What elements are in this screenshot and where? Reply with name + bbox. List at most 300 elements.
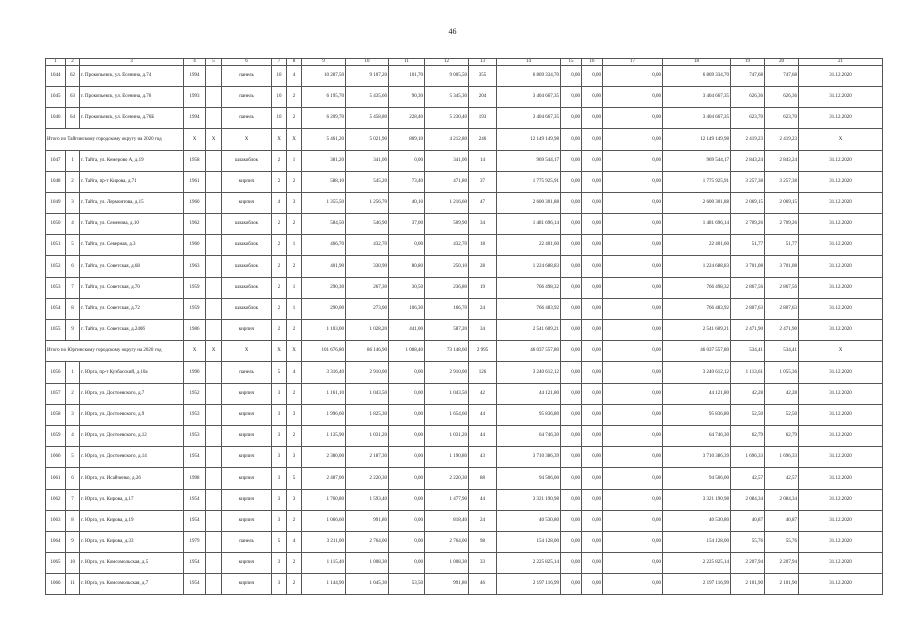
- table-cell: 0,00: [603, 425, 663, 446]
- table-cell: 809,10: [389, 129, 425, 150]
- table-cell: 1 775 925,91: [497, 171, 561, 192]
- table-cell: 204: [469, 86, 497, 107]
- table-cell: 273,00: [346, 298, 389, 319]
- table-cell: шлакоблок: [222, 235, 272, 256]
- table-cell: 3: [272, 425, 287, 446]
- total-label: Итого по Юргинскому городскому округу на 2020 год: [46, 341, 184, 362]
- address-cell: г. Тайга, ул. Кемерово А, д.19: [80, 150, 184, 171]
- table-cell: 2 910,00: [346, 362, 389, 383]
- table-cell: кирпич: [222, 320, 272, 341]
- table-cell: 0,00: [582, 256, 603, 277]
- table-cell: шлакоблок: [222, 277, 272, 298]
- table-cell: 44: [469, 425, 497, 446]
- table-cell: 1057: [46, 383, 66, 404]
- table-cell: 8: [66, 510, 80, 531]
- table-cell: 64 746,30: [663, 425, 731, 446]
- table-cell: 1953: [184, 425, 206, 446]
- table-cell: 0,00: [603, 383, 663, 404]
- table-row: [46, 150, 883, 171]
- table-cell: 11: [66, 574, 80, 595]
- address-cell: г. Прокопьевск, ул. Есенина, д.76Б: [80, 108, 184, 129]
- table-cell: 3: [287, 404, 302, 425]
- table-cell: 1 028,20: [346, 320, 389, 341]
- address-cell: г. Тайга, ул. Семенова, д.10: [80, 214, 184, 235]
- table-cell: X: [799, 129, 883, 150]
- table-cell: 3 710 386,39: [663, 447, 731, 468]
- table-cell: [206, 214, 222, 235]
- table-cell: 3 240 612,12: [497, 362, 561, 383]
- table-cell: 5 230,40: [425, 108, 469, 129]
- table-cell: 0,00: [561, 510, 582, 531]
- table-cell: 341,00: [346, 150, 389, 171]
- table-cell: 2: [272, 150, 287, 171]
- table-cell: 42,28: [765, 383, 799, 404]
- table-cell: 0,00: [603, 468, 663, 489]
- table-cell: 0,00: [582, 235, 603, 256]
- table-cell: 0,00: [582, 320, 603, 341]
- table-cell: [206, 171, 222, 192]
- table-cell: 33: [469, 553, 497, 574]
- table-cell: 0,00: [561, 256, 582, 277]
- table-cell: 42,28: [731, 383, 765, 404]
- column-number: 9: [302, 59, 346, 66]
- table-cell: [206, 298, 222, 319]
- table-cell: 0,00: [582, 362, 603, 383]
- table-cell: 3: [272, 553, 287, 574]
- table-cell: 747,68: [765, 65, 799, 86]
- table-cell: 0,00: [582, 553, 603, 574]
- table-cell: кирпич: [222, 171, 272, 192]
- address-cell: г. Юрга, ул. Достоевского, д.14: [80, 447, 184, 468]
- table-cell: 0,00: [561, 489, 582, 510]
- table-cell: 42: [469, 383, 497, 404]
- table-cell: 10: [272, 108, 287, 129]
- table-cell: 2: [287, 256, 302, 277]
- table-cell: 10: [272, 86, 287, 107]
- table-cell: 626,36: [731, 86, 765, 107]
- table-cell: 1 696,33: [731, 447, 765, 468]
- table-cell: 98: [469, 531, 497, 552]
- table-cell: 2 764,00: [425, 531, 469, 552]
- table-cell: 1 355,50: [302, 192, 346, 213]
- table-cell: 88: [469, 468, 497, 489]
- table-cell: 2 197 116,99: [497, 574, 561, 595]
- table-cell: 3: [272, 574, 287, 595]
- table-cell: 30,50: [389, 277, 425, 298]
- table-cell: 4 212,80: [425, 129, 469, 150]
- table-cell: 3: [287, 192, 302, 213]
- table-cell: 267,30: [346, 277, 389, 298]
- table-cell: 2: [287, 574, 302, 595]
- table-cell: 2 207,94: [765, 553, 799, 574]
- table-cell: 9: [66, 531, 80, 552]
- table-cell: 0,00: [603, 574, 663, 595]
- table-cell: 432,70: [425, 235, 469, 256]
- table-cell: 0,00: [561, 171, 582, 192]
- table-cell: 18: [469, 235, 497, 256]
- table-cell: [206, 362, 222, 383]
- table-cell: 0,00: [561, 277, 582, 298]
- table-cell: 2 807,63: [731, 298, 765, 319]
- table-cell: X: [799, 341, 883, 362]
- table-row: [46, 553, 883, 574]
- table-cell: кирпич: [222, 510, 272, 531]
- table-cell: кирпич: [222, 404, 272, 425]
- table-cell: 2 600 301,88: [497, 192, 561, 213]
- table-cell: 0,00: [603, 129, 663, 150]
- table-cell: 51,77: [731, 235, 765, 256]
- table-cell: 1 161,10: [302, 383, 346, 404]
- table-cell: 31.12.2020: [799, 489, 883, 510]
- table-cell: 0,00: [389, 425, 425, 446]
- table-cell: 1046: [46, 108, 66, 129]
- table-cell: 969 544,17: [497, 150, 561, 171]
- table-cell: панель: [222, 86, 272, 107]
- table-cell: 46: [469, 574, 497, 595]
- table-cell: 43: [469, 447, 497, 468]
- table-cell: 95 836,80: [497, 404, 561, 425]
- table-cell: 31.12.2020: [799, 468, 883, 489]
- table-cell: 1 043,50: [346, 383, 389, 404]
- table-row: [46, 531, 883, 552]
- table-cell: 1954: [184, 510, 206, 531]
- table-cell: шлакоблок: [222, 256, 272, 277]
- table-cell: 1 256,70: [346, 192, 389, 213]
- address-cell: г. Юрга, пр-т Кузбасский, д.10а: [80, 362, 184, 383]
- address-cell: г. Юрга, ул. Кирова, д.33: [80, 531, 184, 552]
- table-cell: 0,00: [389, 404, 425, 425]
- table-cell: 62,79: [765, 425, 799, 446]
- table-cell: 31.12.2020: [799, 150, 883, 171]
- table-cell: 31.12.2020: [799, 65, 883, 86]
- table-row: [46, 574, 883, 595]
- table-cell: 2 084,34: [731, 489, 765, 510]
- table-cell: 80,80: [389, 256, 425, 277]
- table-cell: 0,00: [582, 171, 603, 192]
- table-cell: 2: [287, 320, 302, 341]
- column-number: 20: [765, 59, 799, 66]
- table-cell: 1052: [46, 256, 66, 277]
- table-cell: 0,00: [603, 171, 663, 192]
- table-cell: 0,00: [603, 235, 663, 256]
- table-cell: 64: [66, 108, 80, 129]
- table-cell: 1979: [184, 531, 206, 552]
- table-cell: [206, 150, 222, 171]
- table-row: [46, 108, 883, 129]
- table-cell: 330,90: [346, 256, 389, 277]
- table-cell: 62: [66, 65, 80, 86]
- table-cell: 1062: [46, 489, 66, 510]
- table-cell: 90,30: [389, 86, 425, 107]
- table-cell: 626,36: [765, 86, 799, 107]
- table-cell: [206, 277, 222, 298]
- total-row: [46, 341, 883, 362]
- table-cell: 4: [66, 214, 80, 235]
- table-cell: 1063: [46, 510, 66, 531]
- table-cell: 1953: [184, 404, 206, 425]
- table-cell: 766 483,92: [663, 298, 731, 319]
- table-cell: 31.12.2020: [799, 553, 883, 574]
- table-cell: 31.12.2020: [799, 235, 883, 256]
- table-cell: 40 530,80: [497, 510, 561, 531]
- table-cell: 3 240 612,12: [663, 362, 731, 383]
- table-row: [46, 404, 883, 425]
- table-cell: 0,00: [582, 129, 603, 150]
- table-cell: 31.12.2020: [799, 298, 883, 319]
- table-cell: 250,10: [425, 256, 469, 277]
- table-cell: 1: [287, 150, 302, 171]
- table-cell: 0,00: [603, 298, 663, 319]
- table-cell: 1 115,40: [302, 553, 346, 574]
- table-cell: 991,80: [425, 574, 469, 595]
- column-number: 18: [663, 59, 731, 66]
- table-cell: 2 187,30: [346, 447, 389, 468]
- table-cell: [206, 320, 222, 341]
- table-cell: 3: [66, 192, 80, 213]
- table-cell: [206, 192, 222, 213]
- table-cell: [206, 235, 222, 256]
- column-number: 4: [184, 59, 206, 66]
- table-cell: X: [206, 129, 222, 150]
- table-cell: 1058: [46, 404, 66, 425]
- table-cell: 0,00: [603, 192, 663, 213]
- table-cell: 5 461,20: [302, 129, 346, 150]
- table-cell: 546,90: [346, 214, 389, 235]
- address-cell: г. Юрга, ул. Достоевского, д.12: [80, 425, 184, 446]
- table-cell: 766 498,32: [663, 277, 731, 298]
- table-cell: X: [272, 129, 287, 150]
- page-number: 46: [448, 27, 457, 36]
- table-cell: 355: [469, 65, 497, 86]
- table-cell: 3 710 386,39: [497, 447, 561, 468]
- table-cell: 101,70: [389, 65, 425, 86]
- column-number: 13: [469, 59, 497, 66]
- table-cell: 7: [66, 277, 80, 298]
- table-cell: 1065: [46, 553, 66, 574]
- table-cell: 5 435,60: [346, 86, 389, 107]
- table-cell: 1 144,90: [302, 574, 346, 595]
- table-cell: кирпич: [222, 383, 272, 404]
- table-cell: 42,57: [731, 468, 765, 489]
- table-cell: 2 220,30: [425, 468, 469, 489]
- table-cell: 5 021,90: [346, 129, 389, 150]
- table-cell: 0,00: [603, 553, 663, 574]
- table-cell: 3: [272, 383, 287, 404]
- column-number: 21: [799, 59, 883, 66]
- table-cell: 2 910,00: [425, 362, 469, 383]
- table-cell: 1960: [184, 192, 206, 213]
- table-cell: 2: [66, 171, 80, 192]
- table-cell: 0,00: [561, 404, 582, 425]
- table-cell: 0,00: [582, 277, 603, 298]
- table-cell: кирпич: [222, 192, 272, 213]
- table-row: [46, 510, 883, 531]
- table-cell: 2: [272, 298, 287, 319]
- address-cell: г. Юрга, ул. Достоевского, д.7: [80, 383, 184, 404]
- table-cell: 52,50: [765, 404, 799, 425]
- table-cell: 12 149 149,98: [497, 129, 561, 150]
- table-cell: 63: [66, 86, 80, 107]
- table-cell: 1 216,60: [425, 192, 469, 213]
- table-cell: 31.12.2020: [799, 510, 883, 531]
- table-cell: 44 121,80: [663, 383, 731, 404]
- table-cell: 1055: [46, 320, 66, 341]
- table-cell: 2 471,90: [731, 320, 765, 341]
- table-cell: 154 128,00: [663, 531, 731, 552]
- table-cell: 534,41: [765, 341, 799, 362]
- table-cell: [206, 425, 222, 446]
- table-cell: 0,00: [389, 553, 425, 574]
- table-cell: 0,00: [603, 86, 663, 107]
- table-cell: 46 037 557,80: [663, 341, 731, 362]
- table-cell: 2: [287, 214, 302, 235]
- table-cell: 24: [469, 298, 497, 319]
- table-cell: 0,00: [582, 383, 603, 404]
- table-cell: 47: [469, 192, 497, 213]
- address-cell: г. Юрга, ул. Комсомольская, д.7: [80, 574, 184, 595]
- table-cell: 73 148,60: [425, 341, 469, 362]
- table-cell: 10 287,50: [302, 65, 346, 86]
- table-cell: 3 321 190,98: [497, 489, 561, 510]
- table-cell: 5: [66, 235, 80, 256]
- table-cell: 246: [469, 129, 497, 150]
- table-cell: 106,30: [389, 298, 425, 319]
- table-cell: 1960: [184, 235, 206, 256]
- table-cell: 1: [66, 150, 80, 171]
- table-cell: кирпич: [222, 468, 272, 489]
- table-cell: 37: [469, 171, 497, 192]
- table-cell: 31.12.2020: [799, 320, 883, 341]
- table-cell: 2 101,90: [765, 574, 799, 595]
- table-cell: 0,00: [561, 468, 582, 489]
- table-row: [46, 86, 883, 107]
- table-cell: 31.12.2020: [799, 86, 883, 107]
- table-cell: 2: [272, 320, 287, 341]
- table-cell: 1044: [46, 65, 66, 86]
- table-cell: 623,70: [765, 108, 799, 129]
- table-row: [46, 320, 883, 341]
- table-cell: 471,80: [425, 171, 469, 192]
- table-cell: панель: [222, 65, 272, 86]
- table-row: [46, 383, 883, 404]
- table-cell: 2 084,34: [765, 489, 799, 510]
- table-cell: 73,40: [389, 171, 425, 192]
- table-cell: 0,00: [603, 531, 663, 552]
- address-cell: г. Юрга, ул. Достоевского, д.9: [80, 404, 184, 425]
- table-cell: 6 195,70: [302, 86, 346, 107]
- table-cell: [206, 447, 222, 468]
- table-cell: 6: [66, 256, 80, 277]
- table-cell: 1959: [184, 298, 206, 319]
- address-cell: г. Прокопьевск, ул. Есенина, д.76: [80, 86, 184, 107]
- table-cell: 2: [287, 171, 302, 192]
- table-cell: 86 146,90: [346, 341, 389, 362]
- table-cell: [206, 108, 222, 129]
- table-cell: 2 380,00: [302, 447, 346, 468]
- table-cell: 1060: [46, 447, 66, 468]
- table-cell: 0,00: [561, 383, 582, 404]
- column-number: 12: [425, 59, 469, 66]
- table-cell: 1 008,30: [346, 553, 389, 574]
- table-cell: 290,30: [302, 277, 346, 298]
- table-cell: 5: [287, 468, 302, 489]
- table-cell: 2 764,00: [346, 531, 389, 552]
- table-cell: 1954: [184, 553, 206, 574]
- table-cell: 1054: [46, 298, 66, 319]
- table-cell: 1993: [184, 86, 206, 107]
- table-cell: 0,00: [582, 65, 603, 86]
- table-cell: 584,50: [302, 214, 346, 235]
- table-cell: 44 121,80: [497, 383, 561, 404]
- table-cell: 31.12.2020: [799, 362, 883, 383]
- table-row: [46, 65, 883, 86]
- table-cell: 1045: [46, 86, 66, 107]
- table-cell: 12 149 149,98: [663, 129, 731, 150]
- table-cell: 1: [66, 362, 80, 383]
- table-cell: 2 867,56: [765, 277, 799, 298]
- table-cell: 3: [272, 489, 287, 510]
- table-cell: 0,00: [603, 510, 663, 531]
- column-number: 16: [582, 59, 603, 66]
- table-row: [46, 362, 883, 383]
- table-cell: [206, 531, 222, 552]
- table-cell: 2 069,15: [731, 192, 765, 213]
- table-cell: 1 043,50: [425, 383, 469, 404]
- table-cell: 1958: [184, 150, 206, 171]
- table-row: [46, 425, 883, 446]
- table-cell: 432,70: [346, 235, 389, 256]
- table-cell: 0,00: [561, 65, 582, 86]
- table-row: [46, 489, 883, 510]
- table-cell: 0,00: [389, 150, 425, 171]
- table-cell: 0,00: [561, 447, 582, 468]
- address-cell: г. Тайга, ул. Советская, д.240б: [80, 320, 184, 341]
- table-row: [46, 298, 883, 319]
- table-cell: 0,00: [603, 277, 663, 298]
- column-number: 11: [389, 59, 425, 66]
- table-cell: 2: [287, 108, 302, 129]
- table-cell: 40 530,80: [663, 510, 731, 531]
- address-cell: г. Тайга, ул. Советская, д.70: [80, 277, 184, 298]
- column-number: 2: [66, 59, 80, 66]
- table-cell: 64 746,30: [497, 425, 561, 446]
- table-cell: 0,00: [389, 362, 425, 383]
- table-row: [46, 235, 883, 256]
- table-cell: 2: [287, 425, 302, 446]
- table-cell: 10: [272, 65, 287, 86]
- table-cell: 2: [287, 383, 302, 404]
- table-cell: 1954: [184, 574, 206, 595]
- table-cell: кирпич: [222, 447, 272, 468]
- table-cell: 2 471,90: [765, 320, 799, 341]
- table-cell: 31.12.2020: [799, 383, 883, 404]
- table-cell: 3 321 190,98: [663, 489, 731, 510]
- table-cell: 0,00: [582, 510, 603, 531]
- table-row: [46, 171, 883, 192]
- table-cell: 55,76: [731, 531, 765, 552]
- table-cell: 1 066,60: [302, 510, 346, 531]
- table-cell: 5 345,30: [425, 86, 469, 107]
- table-cell: 0,00: [561, 320, 582, 341]
- table-cell: 1: [287, 235, 302, 256]
- table-cell: 0,00: [561, 192, 582, 213]
- table-cell: [206, 489, 222, 510]
- table-cell: 2 487,00: [302, 468, 346, 489]
- table-cell: 2: [272, 256, 287, 277]
- table-cell: 341,00: [425, 150, 469, 171]
- table-cell: X: [184, 129, 206, 150]
- column-number: 19: [731, 59, 765, 66]
